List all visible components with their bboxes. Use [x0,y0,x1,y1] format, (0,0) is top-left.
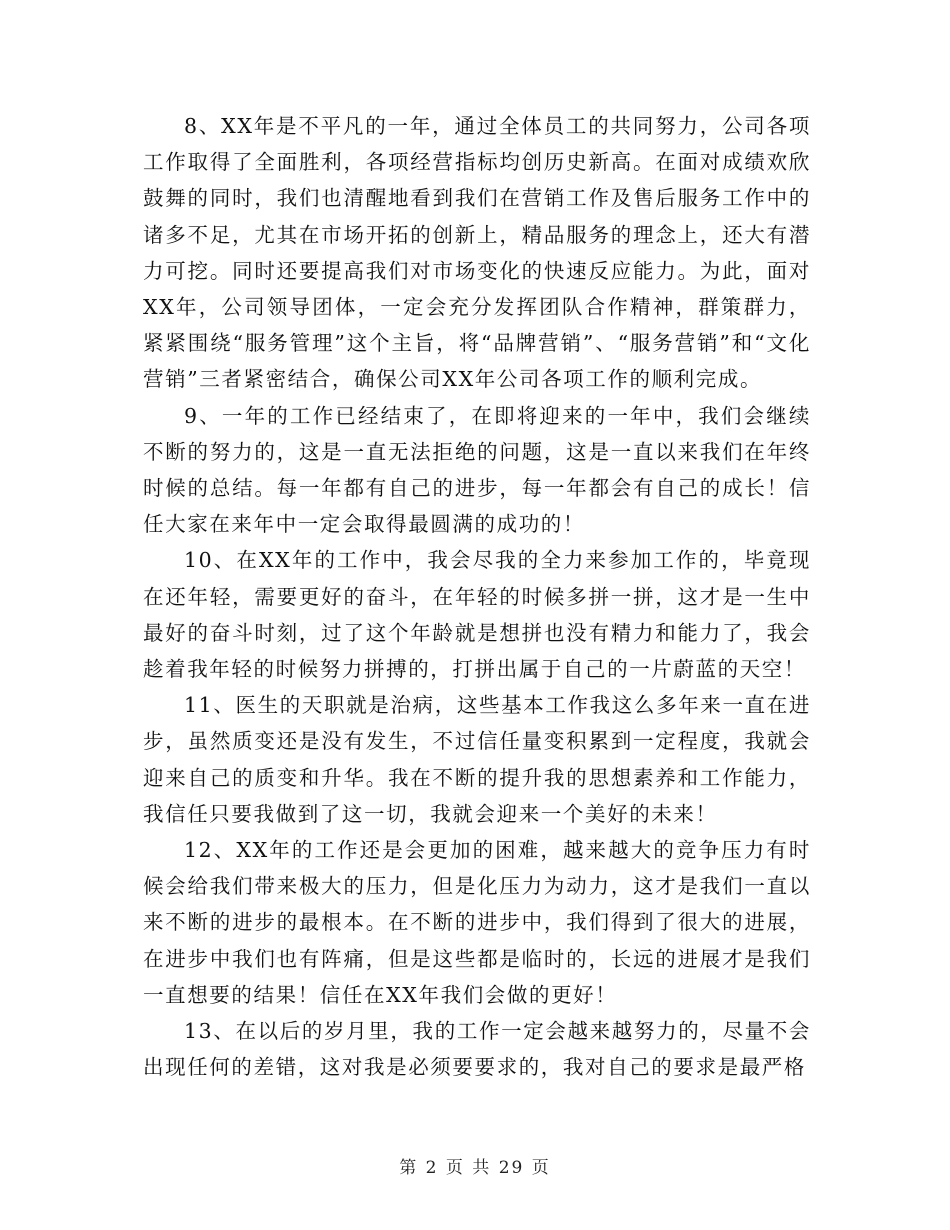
paragraph-13: 13、在以后的岁月里，我的工作一定会越来越努力的，尽量不会出现任何的差错，这对我是必须要要求的，我对自己的要求是最严格 [143,1019,811,1080]
paragraph-9: 9、一年的工作已经结束了，在即将迎来的一年中，我们会继续不断的努力的，这是一直无法拒绝的问题，这是一直以来我们在年终时候的总结。每一年都有自己的进步，每一年都会有自己的成长！信任大家在来年中一定会取得最圆满的成功的！ [143,403,811,537]
paragraph-11: 11、医生的天职就是治病，这些基本工作我这么多年来一直在进步，虽然质变还是没有发生，不过信任量变积累到一定程度，我就会迎来自己的质变和升华。我在不断的提升我的思想素养和工作能力，我信任只要我做到了这一切，我就会迎来一个美好的未来！ [143,693,811,826]
paragraph-12: 12、XX年的工作还是会更加的困难，越来越大的竞争压力有时候会给我们带来极大的压力，但是化压力为动力，这才是我们一直以来不断的进步的最根本。在不断的进步中，我们得到了很大的进展，在进步中我们也有阵痛，但是这些都是临时的，长远的进展才是我们一直想要的结果！信任在XX年我们会做的更好！ [143,838,811,1007]
page-footer: 第 2 页 共 29 页 [399,1158,551,1178]
paragraph-10: 10、在XX年的工作中，我会尽我的全力来参加工作的，毕竟现在还年轻，需要更好的奋斗，在年轻的时候多拼一拼，这才是一生中最好的奋斗时刻，过了这个年龄就是想拼也没有精力和能力了，我会趁着我年轻的时候努力拼搏的，打拼出属于自己的一片蔚蓝的天空！ [143,548,811,682]
document-body [143,108,811,1085]
paragraph-8: 8、XX年是不平凡的一年，通过全体员工的共同努力，公司各项工作取得了全面胜利，各项经营指标均创历史新高。在面对成绩欢欣鼓舞的同时，我们也清醒地看到我们在营销工作及售后服务工作中的诸多不足，尤其在市场开拓的创新上，精品服务的理念上，还大有潜力可挖。同时还要提高我们对市场变化的快速反应能力。为此，面对XX年，公司领导团体，一定会充分发挥团队合作精神，群策群力，紧紧围绕“服务管理”这个主旨，将“品牌营销”、“服务营销”和“文化营销”三者紧密结合，确保公司XX年公司各项工作的顺利完成。 [143,114,811,392]
